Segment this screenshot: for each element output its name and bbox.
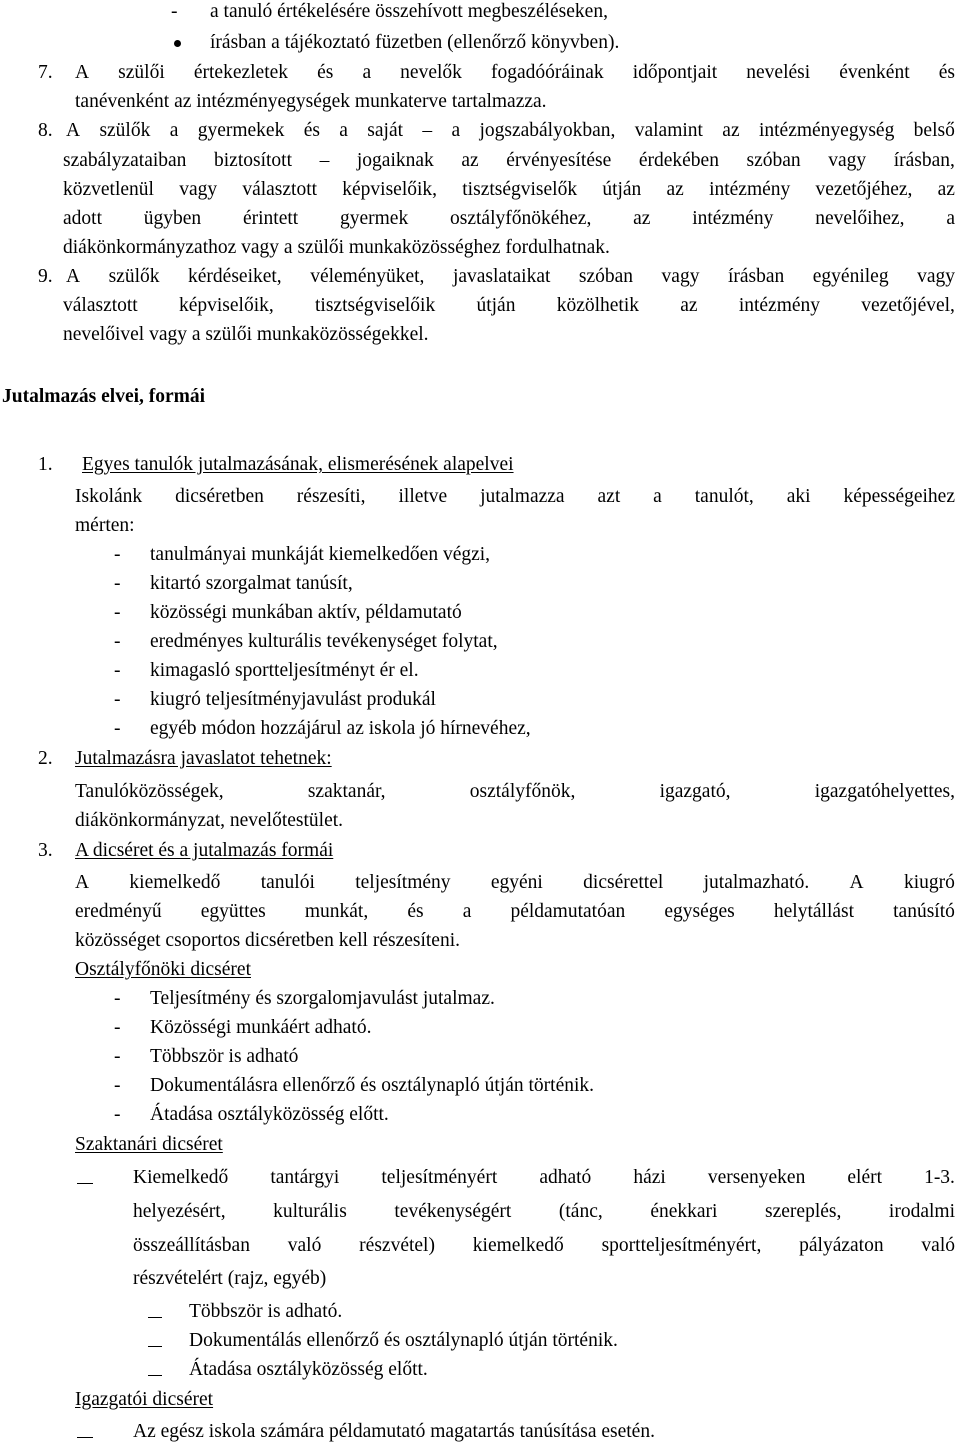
item-number: 3. xyxy=(38,840,53,861)
list-item: kiugró teljesítményjavulást produkál xyxy=(150,689,436,710)
dash-marker: - xyxy=(114,1017,121,1038)
item-number: 8. xyxy=(38,120,53,141)
list-item: Dokumentálásra ellenőrző és osztálynapló útján történik. xyxy=(150,1075,595,1096)
dash-marker: - xyxy=(114,988,121,1009)
paragraph-line: részvételért (rajz, egyéb) xyxy=(133,1268,327,1289)
paragraph-line: tanévenként az intézményegységek munkaterve tartalmazza. xyxy=(75,91,547,112)
dash-marker: - xyxy=(114,544,121,565)
list-item: kitartó szorgalmat tanúsít, xyxy=(150,573,353,594)
paragraph-line: közösséget csoportos dicséretben kell részesíteni. xyxy=(75,930,461,951)
paragraph-line: adott ügyben érintett gyermek osztályfőnökéhez, az intézmény nevelőihez, a xyxy=(63,208,955,229)
subsection-title: Szaktanári dicséret xyxy=(75,1134,223,1155)
list-item: Az egész iskola számára példamutató magatartás tanúsítása esetén. xyxy=(133,1421,655,1442)
sub-list-item: Átadása osztályközösség előtt. xyxy=(189,1359,428,1380)
list-item: tanulmányai munkáját kiemelkedően végzi, xyxy=(150,544,491,565)
sub-list-item: Többször is adható. xyxy=(189,1301,343,1322)
dash-marker: - xyxy=(114,602,121,623)
en-dash-icon xyxy=(77,1437,93,1438)
list-item: kimagasló sportteljesítményt ér el. xyxy=(150,660,419,681)
subsection-title: Osztályfőnöki dicséret xyxy=(75,959,251,980)
en-dash-icon xyxy=(148,1375,162,1376)
paragraph-line: összeállításban való részvétel) kiemelkedő sportteljesítményért, pályázaton való xyxy=(133,1235,955,1256)
dash-marker: - xyxy=(114,631,121,652)
subsection-title: Jutalmazásra javaslatot tehetnek: xyxy=(75,748,332,769)
section-heading: Jutalmazás elvei, formái xyxy=(2,386,206,407)
paragraph-line: szabályzataiban biztosított – jogaiknak az érvényesítése érdekében szóban vagy írásban, xyxy=(63,150,955,171)
paragraph-line: Kiemelkedő tantárgyi teljesítményért adható házi versenyeken elért 1-3. xyxy=(133,1167,955,1188)
item-number: 9. xyxy=(38,266,53,287)
paragraph-line: választott képviselőik, tisztségviselőik útján közölhetik az intézmény vezetőjével, xyxy=(63,295,955,316)
paragraph-line: A szülők kérdéseiket, véleményüket, javaslataikat szóban vagy írásban egyénileg vagy xyxy=(66,266,955,287)
paragraph-line: mérten: xyxy=(75,515,135,536)
dash-marker: - xyxy=(114,1104,121,1125)
dash-marker: - xyxy=(114,718,121,739)
list-item: Közösségi munkáért adható. xyxy=(150,1017,372,1038)
dash-marker: - xyxy=(114,689,121,710)
paragraph-line: A szülői értekezletek és a nevelők fogadóóráinak időpontjait nevelési évenként és xyxy=(75,62,955,83)
subsection-title: Igazgatói dicséret xyxy=(75,1389,214,1410)
en-dash-icon xyxy=(148,1346,162,1347)
list-item: Átadása osztályközösség előtt. xyxy=(150,1104,389,1125)
paragraph-line: Tanulóközösségek, szaktanár, osztályfőnök, igazgató, igazgatóhelyettes, xyxy=(75,781,955,802)
dash-marker: - xyxy=(114,1046,121,1067)
list-item: közösségi munkában aktív, példamutató xyxy=(150,602,462,623)
item-number: 7. xyxy=(38,62,53,83)
list-item: Többször is adható xyxy=(150,1046,299,1067)
dash-marker: - xyxy=(114,573,121,594)
item-number: 2. xyxy=(38,748,53,769)
list-item: a tanuló értékelésére összehívott megbeszéléseken, xyxy=(210,1,608,22)
subsection-title: A dicséret és a jutalmazás formái xyxy=(75,840,334,861)
paragraph-line: közvetlenül vagy választott képviselőik, tisztségviselők útján az intézmény vezetőjéhez, az xyxy=(63,179,955,200)
dash-marker: - xyxy=(171,1,178,22)
paragraph-line: nevelőivel vagy a szülői munkaközösségekkel. xyxy=(63,324,429,345)
en-dash-icon xyxy=(148,1317,162,1318)
dash-marker: - xyxy=(114,1075,121,1096)
sub-list-item: Dokumentálás ellenőrző és osztálynapló útján történik. xyxy=(189,1330,618,1351)
paragraph-line: helyezésért, kulturális tevékenységért (tánc, énekkari szereplés, irodalmi xyxy=(133,1201,955,1222)
paragraph-line: A szülők a gyermekek és a saját – a jogszabályokban, valamint az intézményegység belső xyxy=(66,120,955,141)
paragraph-line: diákönkormányzat, nevelőtestület. xyxy=(75,810,344,831)
paragraph-line: A kiemelkedő tanulói teljesítmény egyéni dicsérettel jutalmazható. A kiugró xyxy=(75,872,955,893)
bullet-dot-icon xyxy=(174,40,181,47)
paragraph-line: Iskolánk dicséretben részesíti, illetve jutalmazza azt a tanulót, aki képességeihez xyxy=(75,486,955,507)
paragraph-line: diákönkormányzathoz vagy a szülői munkaközösséghez fordulhatnak. xyxy=(63,237,610,258)
item-number: 1. xyxy=(38,454,53,475)
paragraph-line: eredményű együttes munkát, és a példamutatóan egységes helytállást tanúsító xyxy=(75,901,955,922)
list-item: eredményes kulturális tevékenységet folytat, xyxy=(150,631,498,652)
subsection-title: Egyes tanulók jutalmazásának, elismerésének alapelvei xyxy=(82,454,514,475)
en-dash-icon xyxy=(77,1183,93,1184)
list-item: írásban a tájékoztató füzetben (ellenőrző könyvben). xyxy=(210,32,620,53)
dash-marker: - xyxy=(114,660,121,681)
list-item: egyéb módon hozzájárul az iskola jó hírnevéhez, xyxy=(150,718,531,739)
list-item: Teljesítmény és szorgalomjavulást jutalmaz. xyxy=(150,988,495,1009)
